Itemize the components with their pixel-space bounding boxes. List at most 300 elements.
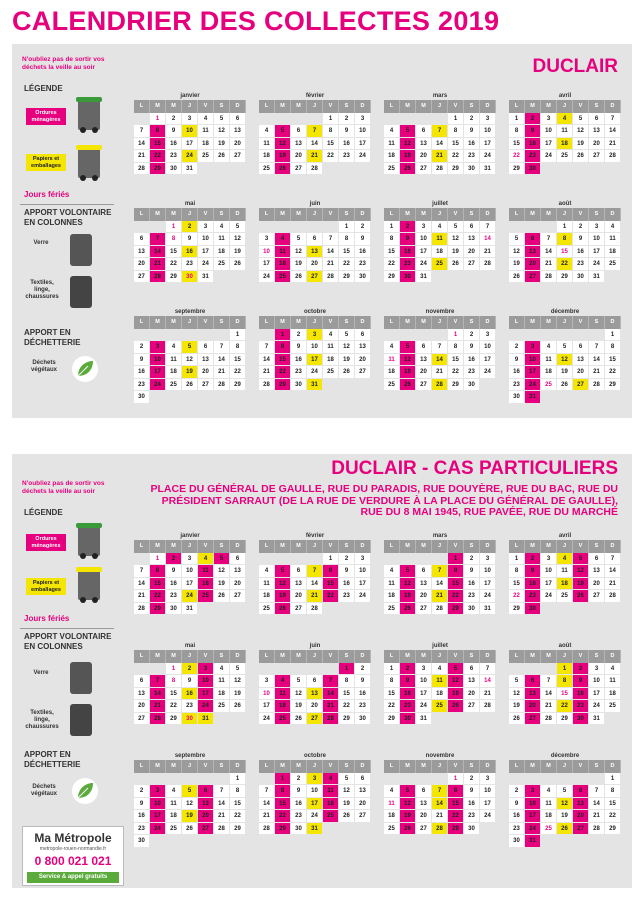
- day-cell: 8: [509, 125, 525, 138]
- empty-cell: [182, 773, 198, 786]
- day-cell: 9: [573, 233, 589, 246]
- day-cell: 4: [384, 785, 400, 798]
- day-cell: 14: [323, 246, 339, 259]
- day-cell: 21: [605, 138, 621, 151]
- day-cell: 5: [214, 553, 230, 566]
- weekday-header: J: [182, 316, 198, 329]
- day-cell: 15: [230, 798, 246, 811]
- empty-cell: [134, 663, 150, 676]
- holidays-label: Jours fériés: [24, 190, 70, 199]
- day-cell: 19: [573, 138, 589, 151]
- weekday-header: V: [573, 100, 589, 113]
- day-cell: 14: [432, 138, 448, 151]
- day-cell: 21: [214, 366, 230, 379]
- weekday-header: D: [230, 316, 246, 329]
- day-cell: 13: [464, 233, 480, 246]
- day-cell: 18: [541, 366, 557, 379]
- day-cell: 29: [230, 379, 246, 392]
- brand-name: Ma Métropole: [34, 831, 112, 845]
- day-cell: 23: [339, 590, 355, 603]
- day-cell: 7: [307, 565, 323, 578]
- day-cell: 22: [509, 150, 525, 163]
- month-name: avril: [558, 533, 572, 539]
- day-cell: 19: [230, 246, 246, 259]
- day-cell: 17: [307, 354, 323, 367]
- day-cell: 7: [214, 341, 230, 354]
- day-cell: 9: [355, 675, 371, 688]
- day-cell: 23: [166, 590, 182, 603]
- day-cell: 4: [384, 341, 400, 354]
- weekday-header: S: [589, 540, 605, 553]
- day-cell: 29: [150, 163, 166, 176]
- day-cell: 25: [557, 590, 573, 603]
- day-cell: 29: [339, 713, 355, 726]
- day-cell: 5: [509, 233, 525, 246]
- day-cell: 25: [384, 823, 400, 836]
- day-cell: 2: [134, 785, 150, 798]
- day-cell: 25: [259, 163, 275, 176]
- weekday-header: J: [432, 760, 448, 773]
- day-cell: 1: [605, 773, 621, 786]
- day-cell: 11: [166, 354, 182, 367]
- weekday-header: M: [275, 760, 291, 773]
- day-cell: 14: [605, 565, 621, 578]
- day-cell: 8: [448, 785, 464, 798]
- day-cell: 30: [166, 163, 182, 176]
- day-cell: 2: [291, 329, 307, 342]
- day-cell: 3: [525, 785, 541, 798]
- day-cell: 4: [605, 663, 621, 676]
- day-cell: 12: [557, 354, 573, 367]
- day-cell: 26: [214, 590, 230, 603]
- day-cell: 28: [323, 271, 339, 284]
- day-cell: 11: [384, 138, 400, 151]
- day-cell: 10: [259, 688, 275, 701]
- day-cell: 28: [150, 271, 166, 284]
- day-cell: 24: [480, 366, 496, 379]
- day-cell: 25: [384, 603, 400, 616]
- day-cell: 4: [557, 553, 573, 566]
- day-cell: 25: [323, 366, 339, 379]
- day-cell: 9: [134, 798, 150, 811]
- day-cell: 2: [400, 663, 416, 676]
- day-cell: 26: [400, 823, 416, 836]
- day-cell: 30: [400, 271, 416, 284]
- day-cell: 24: [589, 258, 605, 271]
- month-août: [509, 642, 621, 725]
- day-cell: 4: [166, 341, 182, 354]
- empty-cell: [259, 773, 275, 786]
- day-cell: 15: [448, 798, 464, 811]
- day-cell: 23: [182, 700, 198, 713]
- day-cell: 4: [541, 341, 557, 354]
- day-cell: 26: [573, 590, 589, 603]
- day-cell: 23: [182, 258, 198, 271]
- day-cell: 12: [182, 798, 198, 811]
- day-cell: 28: [432, 163, 448, 176]
- weekday-header: M: [166, 316, 182, 329]
- day-cell: 8: [384, 233, 400, 246]
- day-cell: 16: [464, 578, 480, 591]
- day-cell: 15: [275, 354, 291, 367]
- weekday-header: L: [509, 760, 525, 773]
- weekday-header: M: [291, 208, 307, 221]
- day-cell: 7: [150, 233, 166, 246]
- day-cell: 30: [291, 823, 307, 836]
- day-cell: 29: [448, 603, 464, 616]
- day-cell: 22: [339, 258, 355, 271]
- empty-cell: [416, 773, 432, 786]
- weekday-header: M: [400, 316, 416, 329]
- month-grid: [134, 100, 246, 175]
- day-cell: 30: [525, 603, 541, 616]
- website-link[interactable]: metropole-rouen-normandie.fr: [39, 846, 107, 852]
- day-cell: 18: [605, 688, 621, 701]
- day-cell: 8: [509, 565, 525, 578]
- day-cell: 25: [541, 823, 557, 836]
- day-cell: 26: [230, 258, 246, 271]
- day-cell: 30: [464, 163, 480, 176]
- day-cell: 26: [400, 603, 416, 616]
- day-cell: 29: [166, 713, 182, 726]
- day-cell: 22: [384, 700, 400, 713]
- day-cell: 30: [573, 271, 589, 284]
- weekday-header: V: [323, 100, 339, 113]
- month-grid: [259, 540, 371, 615]
- weekday-header: V: [573, 650, 589, 663]
- day-cell: 20: [291, 150, 307, 163]
- day-cell: 20: [589, 138, 605, 151]
- day-cell: 16: [464, 354, 480, 367]
- day-cell: 12: [448, 233, 464, 246]
- day-cell: 23: [509, 379, 525, 392]
- day-cell: 4: [432, 221, 448, 234]
- empty-cell: [541, 663, 557, 676]
- phone-number[interactable]: 0 800 021 021: [34, 854, 112, 868]
- weekday-header: V: [198, 540, 214, 553]
- month-avril: [509, 92, 621, 175]
- weekday-header: M: [541, 100, 557, 113]
- day-cell: 15: [448, 354, 464, 367]
- day-cell: 18: [214, 688, 230, 701]
- weekday-header: S: [464, 760, 480, 773]
- day-cell: 6: [198, 785, 214, 798]
- month-name: février: [305, 533, 325, 539]
- weekday-header: M: [400, 208, 416, 221]
- day-cell: 21: [589, 366, 605, 379]
- weekday-header: V: [198, 208, 214, 221]
- empty-cell: [150, 773, 166, 786]
- weekday-header: J: [182, 208, 198, 221]
- day-cell: 12: [573, 125, 589, 138]
- day-cell: 31: [525, 391, 541, 404]
- day-cell: 28: [134, 163, 150, 176]
- day-cell: 31: [182, 603, 198, 616]
- day-cell: 22: [166, 258, 182, 271]
- month-mai: [134, 200, 246, 283]
- empty-cell: [541, 221, 557, 234]
- day-cell: 4: [323, 773, 339, 786]
- weekday-header: L: [134, 760, 150, 773]
- day-cell: 20: [198, 810, 214, 823]
- day-cell: 16: [355, 246, 371, 259]
- day-cell: 16: [509, 810, 525, 823]
- day-cell: 15: [150, 138, 166, 151]
- month-grid: [384, 540, 496, 615]
- month-name: septembre: [174, 309, 206, 315]
- day-cell: 15: [384, 688, 400, 701]
- day-cell: 25: [214, 700, 230, 713]
- empty-cell: [259, 221, 275, 234]
- day-cell: 8: [605, 341, 621, 354]
- month-name: octobre: [303, 309, 326, 315]
- day-cell: 9: [291, 785, 307, 798]
- empty-cell: [166, 329, 182, 342]
- day-cell: 20: [307, 700, 323, 713]
- empty-cell: [150, 329, 166, 342]
- day-cell: 25: [214, 258, 230, 271]
- day-cell: 12: [214, 565, 230, 578]
- day-cell: 14: [134, 138, 150, 151]
- day-cell: 27: [416, 163, 432, 176]
- day-cell: 27: [525, 713, 541, 726]
- weekday-header: S: [339, 100, 355, 113]
- day-cell: 3: [525, 341, 541, 354]
- day-cell: 28: [480, 258, 496, 271]
- day-cell: 24: [307, 366, 323, 379]
- month-grid: [259, 100, 371, 175]
- day-cell: 9: [400, 675, 416, 688]
- empty-cell: [400, 329, 416, 342]
- day-cell: 9: [291, 341, 307, 354]
- day-cell: 16: [525, 138, 541, 151]
- weekday-header: M: [400, 100, 416, 113]
- day-cell: 17: [355, 138, 371, 151]
- weekday-header: L: [509, 316, 525, 329]
- day-cell: 24: [355, 590, 371, 603]
- month-septembre: [134, 752, 246, 848]
- empty-cell: [323, 663, 339, 676]
- day-cell: 23: [355, 258, 371, 271]
- weekday-header: M: [525, 760, 541, 773]
- empty-cell: [400, 773, 416, 786]
- day-cell: 16: [182, 688, 198, 701]
- day-cell: 14: [432, 578, 448, 591]
- day-cell: 23: [166, 150, 182, 163]
- day-cell: 10: [355, 565, 371, 578]
- day-cell: 8: [448, 565, 464, 578]
- weekday-header: M: [416, 100, 432, 113]
- weekday-header: S: [214, 100, 230, 113]
- day-cell: 19: [339, 354, 355, 367]
- day-cell: 13: [416, 798, 432, 811]
- day-cell: 19: [339, 798, 355, 811]
- day-cell: 10: [416, 233, 432, 246]
- day-cell: 8: [230, 341, 246, 354]
- day-cell: 28: [541, 271, 557, 284]
- month-juillet: [384, 642, 496, 725]
- day-cell: 15: [448, 578, 464, 591]
- day-cell: 19: [291, 258, 307, 271]
- day-cell: 3: [480, 329, 496, 342]
- day-cell: 21: [307, 150, 323, 163]
- day-cell: 23: [525, 590, 541, 603]
- day-cell: 24: [416, 258, 432, 271]
- weekday-header: S: [464, 650, 480, 663]
- day-cell: 11: [323, 785, 339, 798]
- day-cell: 24: [198, 258, 214, 271]
- weekday-header: D: [355, 100, 371, 113]
- day-cell: 26: [573, 150, 589, 163]
- day-cell: 12: [230, 675, 246, 688]
- day-cell: 21: [214, 810, 230, 823]
- day-cell: 24: [355, 150, 371, 163]
- day-cell: 1: [448, 329, 464, 342]
- weekday-header: L: [384, 760, 400, 773]
- day-cell: 21: [150, 700, 166, 713]
- day-cell: 15: [166, 688, 182, 701]
- day-cell: 29: [448, 823, 464, 836]
- day-cell: 19: [230, 688, 246, 701]
- day-cell: 30: [464, 603, 480, 616]
- day-cell: 21: [134, 590, 150, 603]
- day-cell: 21: [432, 366, 448, 379]
- day-cell: 19: [275, 590, 291, 603]
- day-cell: 2: [339, 553, 355, 566]
- empty-cell: [509, 329, 525, 342]
- day-cell: 28: [589, 379, 605, 392]
- empty-cell: [198, 773, 214, 786]
- weekday-header: M: [291, 760, 307, 773]
- day-cell: 25: [432, 700, 448, 713]
- day-cell: 14: [134, 578, 150, 591]
- day-cell: 3: [541, 553, 557, 566]
- reminder-text: N'oubliez pas de sortir vos déchets la veille au soir: [22, 56, 105, 71]
- day-cell: 10: [182, 125, 198, 138]
- day-cell: 25: [432, 258, 448, 271]
- empty-cell: [214, 773, 230, 786]
- day-cell: 5: [339, 773, 355, 786]
- day-cell: 27: [589, 150, 605, 163]
- weekday-header: M: [541, 316, 557, 329]
- month-grid: [384, 760, 496, 835]
- day-cell: 10: [525, 354, 541, 367]
- day-cell: 18: [323, 798, 339, 811]
- weekday-header: V: [448, 650, 464, 663]
- day-cell: 26: [275, 163, 291, 176]
- day-cell: 8: [448, 341, 464, 354]
- textile-container-icon: [70, 276, 92, 308]
- day-cell: 29: [230, 823, 246, 836]
- empty-cell: [416, 113, 432, 126]
- day-cell: 29: [166, 271, 182, 284]
- day-cell: 1: [150, 113, 166, 126]
- day-cell: 24: [525, 823, 541, 836]
- legend-pe-badge: Papiers et emballages: [26, 578, 66, 595]
- day-cell: 18: [557, 138, 573, 151]
- day-cell: 1: [509, 553, 525, 566]
- day-cell: 16: [464, 138, 480, 151]
- day-cell: 21: [480, 246, 496, 259]
- day-cell: 24: [182, 150, 198, 163]
- day-cell: 21: [307, 590, 323, 603]
- month-name: juin: [309, 201, 321, 207]
- day-cell: 23: [464, 810, 480, 823]
- day-cell: 11: [557, 125, 573, 138]
- day-cell: 20: [355, 798, 371, 811]
- day-cell: 24: [480, 810, 496, 823]
- day-cell: 15: [275, 798, 291, 811]
- day-cell: 27: [198, 379, 214, 392]
- day-cell: 8: [323, 125, 339, 138]
- month-mars: [384, 92, 496, 175]
- day-cell: 20: [416, 150, 432, 163]
- glass-container-icon: [70, 234, 92, 266]
- empty-cell: [525, 773, 541, 786]
- day-cell: 27: [464, 700, 480, 713]
- day-cell: 27: [198, 823, 214, 836]
- day-cell: 30: [182, 271, 198, 284]
- day-cell: 14: [480, 233, 496, 246]
- day-cell: 29: [509, 603, 525, 616]
- day-cell: 6: [573, 785, 589, 798]
- day-cell: 10: [416, 675, 432, 688]
- day-cell: 9: [166, 565, 182, 578]
- day-cell: 29: [448, 379, 464, 392]
- weekday-header: L: [259, 208, 275, 221]
- weekday-header: M: [525, 540, 541, 553]
- day-cell: 27: [291, 603, 307, 616]
- day-cell: 23: [134, 823, 150, 836]
- day-cell: 9: [464, 341, 480, 354]
- day-cell: 11: [275, 688, 291, 701]
- day-cell: 26: [557, 823, 573, 836]
- day-cell: 27: [573, 379, 589, 392]
- day-cell: 22: [323, 150, 339, 163]
- weekday-header: L: [134, 208, 150, 221]
- weekday-header: S: [214, 208, 230, 221]
- month-grid: [509, 208, 621, 283]
- day-cell: 6: [416, 125, 432, 138]
- day-cell: 25: [605, 700, 621, 713]
- month-name: décembre: [550, 309, 580, 315]
- day-cell: 17: [525, 810, 541, 823]
- day-cell: 26: [275, 603, 291, 616]
- weekday-header: S: [214, 760, 230, 773]
- day-cell: 6: [291, 565, 307, 578]
- day-cell: 22: [557, 258, 573, 271]
- day-cell: 1: [323, 553, 339, 566]
- empty-cell: [557, 329, 573, 342]
- month-name: janvier: [180, 533, 200, 539]
- weekday-header: M: [275, 650, 291, 663]
- day-cell: 20: [416, 590, 432, 603]
- day-cell: 4: [198, 113, 214, 126]
- day-cell: 23: [464, 150, 480, 163]
- day-cell: 23: [355, 700, 371, 713]
- day-cell: 12: [509, 688, 525, 701]
- day-cell: 29: [448, 163, 464, 176]
- month-grid: [259, 208, 371, 283]
- month-août: [509, 200, 621, 283]
- day-cell: 15: [323, 138, 339, 151]
- weekday-header: M: [291, 100, 307, 113]
- day-cell: 19: [291, 700, 307, 713]
- day-cell: 2: [525, 553, 541, 566]
- month-grid: [259, 650, 371, 725]
- empty-cell: [182, 329, 198, 342]
- day-cell: 23: [573, 258, 589, 271]
